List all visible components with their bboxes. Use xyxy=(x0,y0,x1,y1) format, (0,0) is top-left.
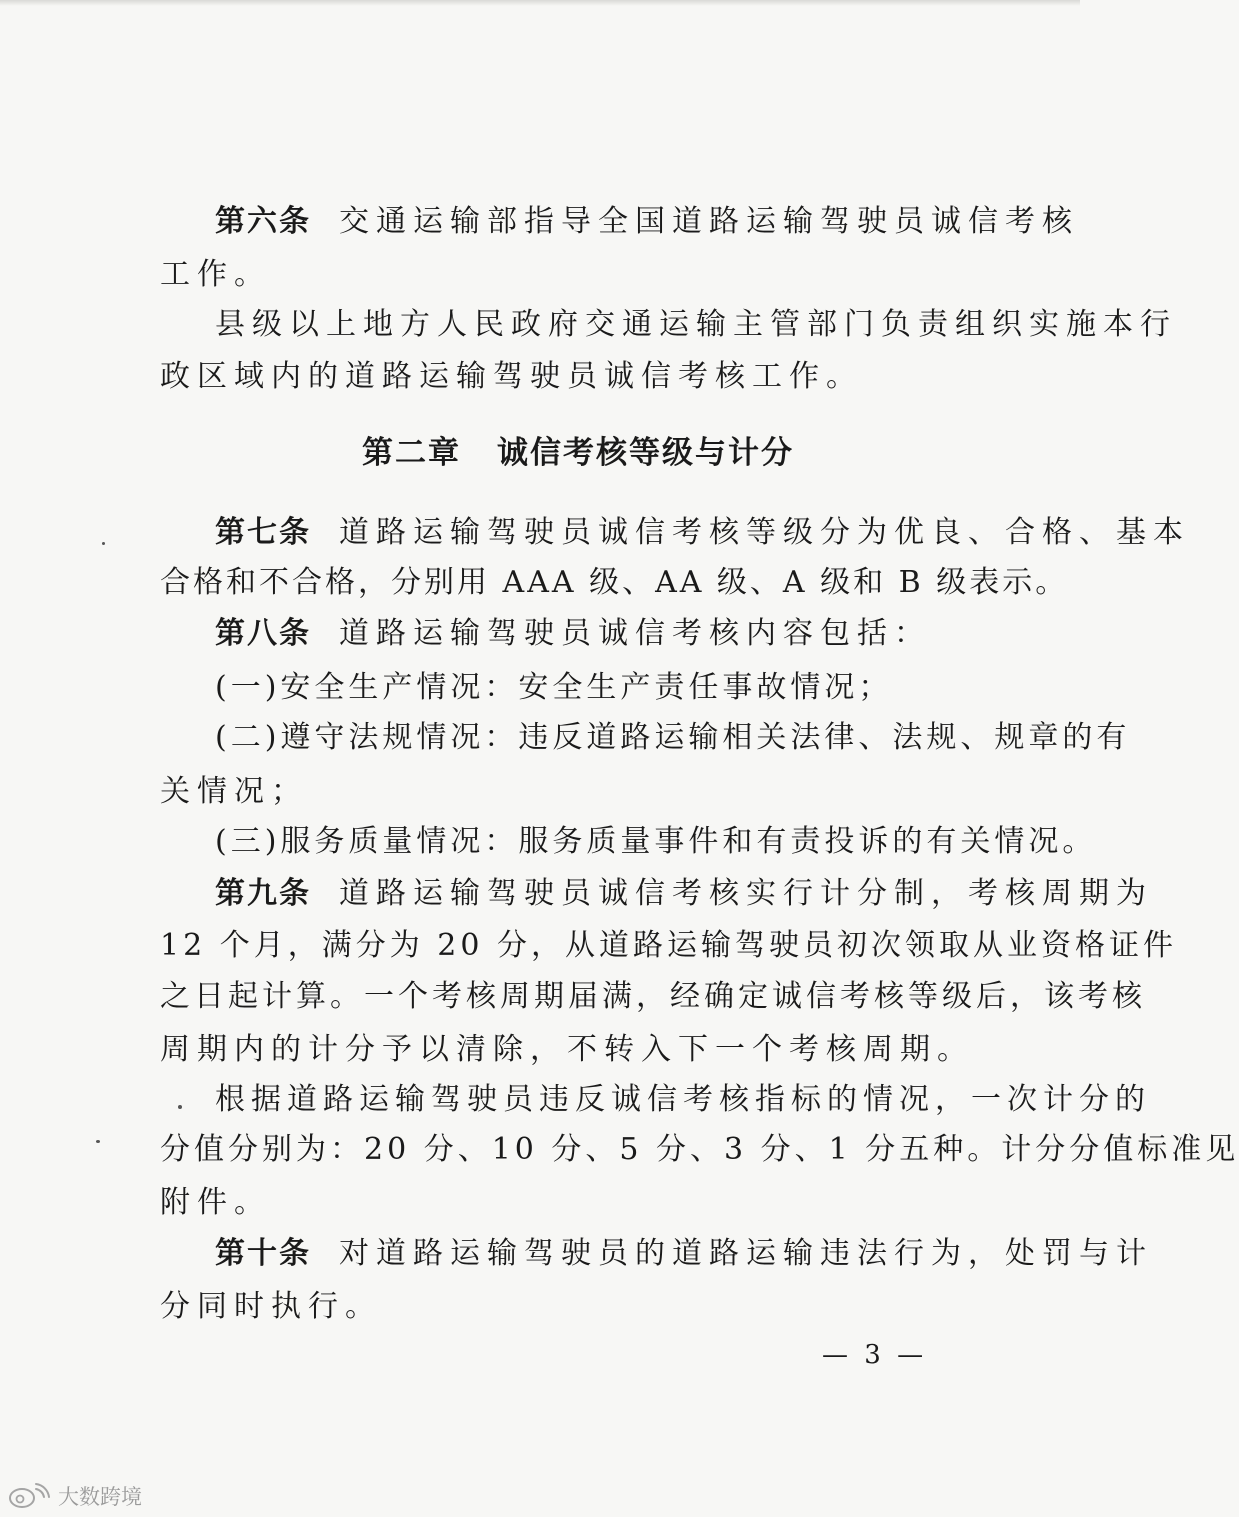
article6-label: 第六条 xyxy=(215,204,311,239)
article7-line1: 第七条 道路运输驾驶员诚信考核等级分为优良、合格、基本 xyxy=(215,515,1190,550)
article9-para2-line1: 根据道路运输驾驶员违反诚信考核指标的情况，一次计分的 xyxy=(215,1082,1151,1117)
page-number: — 3 — xyxy=(822,1340,928,1370)
article6-line2: 工作。 xyxy=(160,257,271,292)
scan-speck xyxy=(178,1105,182,1109)
article9-para2-line2: 分值分别为：20 分、10 分、5 分、3 分、1 分五种。计分分值标准见 xyxy=(160,1132,1239,1167)
article9-line4: 周期内的计分予以清除，不转入下一个考核周期。 xyxy=(160,1032,974,1067)
scan-speck xyxy=(96,1140,100,1143)
article6-para2-line1: 县级以上地方人民政府交通运输主管部门负责组织实施本行 xyxy=(215,307,1177,342)
article8-item2-line1: (二)遵守法规情况：违反道路运输相关法律、法规、规章的有 xyxy=(215,720,1131,755)
scan-speck xyxy=(102,542,105,545)
article6-para2-line2: 政区域内的道路运输驾驶员诚信考核工作。 xyxy=(160,359,863,394)
scan-top-edge xyxy=(0,0,1080,6)
article9-line3: 之日起计算。一个考核周期届满，经确定诚信考核等级后，该考核 xyxy=(160,979,1146,1014)
article7-line2: 合格和不合格，分别用 AAA 级、AA 级、A 级和 B 级表示。 xyxy=(160,565,1069,600)
article9-para2-line3: 附件。 xyxy=(160,1185,271,1220)
article10-line1: 第十条 对道路运输驾驶员的道路运输违法行为，处罚与计 xyxy=(215,1236,1153,1271)
article7-label: 第七条 xyxy=(215,515,311,550)
article8-line1: 第八条 道路运输驾驶员诚信考核内容包括： xyxy=(215,616,931,651)
article8-label: 第八条 xyxy=(215,616,311,651)
watermark xyxy=(8,1481,142,1511)
watermark-text: 大数跨境 xyxy=(58,1485,142,1509)
chapter-title: 诚信考核等级与计分 xyxy=(497,435,794,471)
article8-item1: (一)安全生产情况：安全生产责任事故情况； xyxy=(215,670,893,705)
article8-item2-line2: 关情况； xyxy=(160,774,308,809)
weibo-icon xyxy=(8,1483,52,1509)
article10-line2: 分同时执行。 xyxy=(160,1289,382,1324)
chapter-heading xyxy=(362,433,794,473)
article9-label: 第九条 xyxy=(215,876,311,911)
article9-line1: 第九条 道路运输驾驶员诚信考核实行计分制，考核周期为 xyxy=(215,876,1153,911)
chapter-number: 第二章 xyxy=(362,435,461,471)
article6-line1: 第六条 交通运输部指导全国道路运输驾驶员诚信考核 xyxy=(215,204,1079,239)
article10-label: 第十条 xyxy=(215,1236,311,1271)
article9-line2: 12 个月，满分为 20 分，从道路运输驾驶员初次领取从业资格证件 xyxy=(160,928,1177,963)
article8-item3: (三)服务质量情况：服务质量事件和有责投诉的有关情况。 xyxy=(215,824,1097,859)
